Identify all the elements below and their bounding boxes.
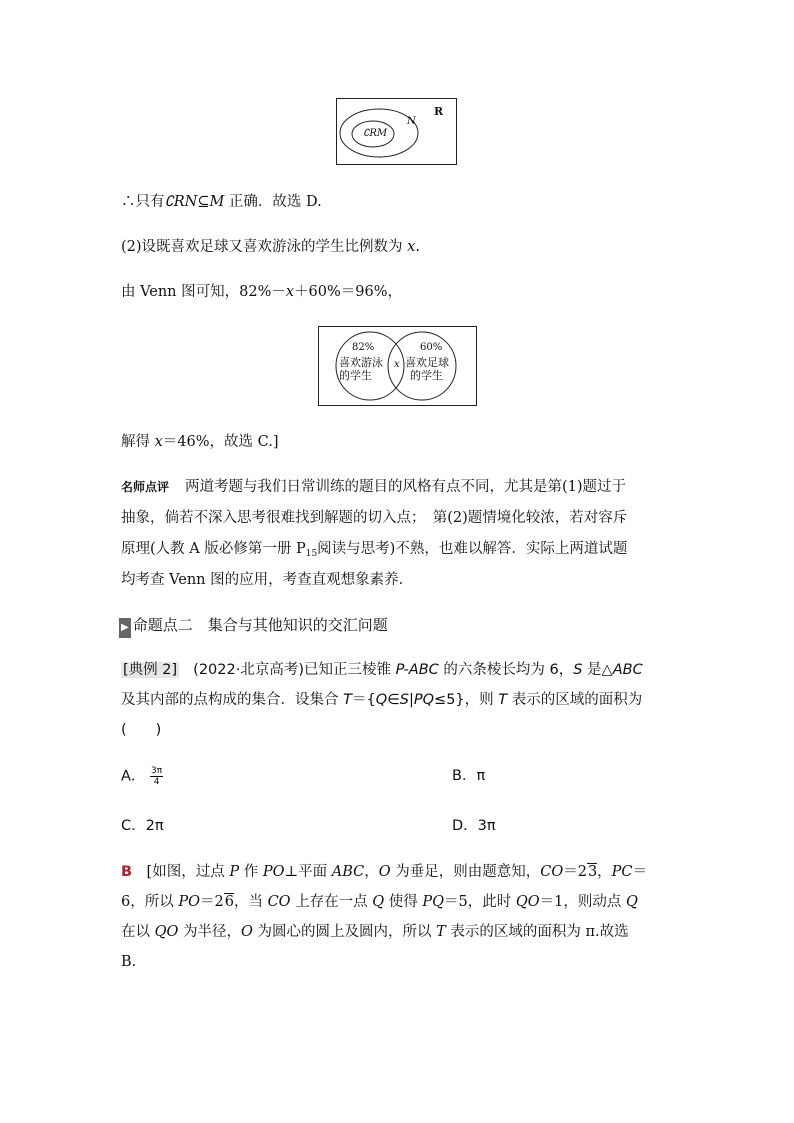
ans-3b: QO xyxy=(154,924,179,940)
ans-1m: ， xyxy=(597,864,612,880)
ans-2a: 6，所以 xyxy=(121,894,179,910)
ans-1o: ＝ xyxy=(632,864,648,880)
venn1-label-r: R xyxy=(434,105,444,118)
example-source: (2022·北京高考)已知正三棱锥 xyxy=(193,662,396,678)
ans-1h: O xyxy=(378,864,391,880)
swimming-percent: 82% xyxy=(352,342,375,353)
ans-1f: ABC xyxy=(331,864,365,880)
example-l2k: 表示的区域的面积为 xyxy=(507,692,643,708)
ans-1c: 作 xyxy=(239,864,263,880)
option-c xyxy=(121,816,164,836)
swimming-label-1: 喜欢游泳 xyxy=(339,356,383,369)
comment-line-2 xyxy=(121,508,627,528)
example-l2e: ∈ xyxy=(387,692,400,708)
conclusion-expression: ∁RN⊆M xyxy=(164,194,225,210)
example-l2g: | xyxy=(408,692,414,708)
example-l2b: T xyxy=(343,692,352,708)
section-title: 命题点二 集合与其他知识的交汇问题 xyxy=(132,616,388,634)
comment-text-1: 两道考题与我们日常训练的题目的风格有点不同，尤其是第(1)题过于 xyxy=(185,479,627,495)
ans-3c: 为半径， xyxy=(178,924,241,940)
solution-line xyxy=(121,432,278,452)
ans-2c: ＝2 xyxy=(200,894,224,910)
ans-1g: ， xyxy=(364,864,379,880)
example-triangle: 是△ xyxy=(582,662,613,678)
example-l2d: Q xyxy=(375,692,388,708)
option-b-value: π xyxy=(476,768,486,784)
example-abc: ABC xyxy=(612,662,643,678)
ans-1a: [如图，过点 xyxy=(132,864,230,880)
comment-text-2: 抽象，倘若不深入思考很难找到解题的切入点； 第(2)题情境化较浓，若对容斥 xyxy=(121,510,628,526)
overlap-label: x xyxy=(394,359,400,370)
option-d xyxy=(452,816,496,836)
venn-diagram-1 xyxy=(336,98,457,165)
ans-1d: PO xyxy=(262,864,285,880)
example-l2i: ≤5}，则 xyxy=(434,692,499,708)
ans-1j: CO xyxy=(540,864,564,880)
comment-line-4 xyxy=(121,570,413,590)
comment-line-3 xyxy=(121,539,627,564)
example-edge: 的六条棱长均为 6， xyxy=(438,662,574,678)
equation-rest: ＋60%＝96%， xyxy=(294,284,403,300)
venn-equation-line xyxy=(121,282,402,302)
ans-1k: ＝2 xyxy=(563,864,587,880)
ans-2d-sqrt: 6 xyxy=(224,894,234,910)
option-a-fraction xyxy=(150,766,163,787)
answer-line-1 xyxy=(121,862,647,882)
comment-text-3b: 阅读与思考)不熟，也难以解答．实际上两道试题 xyxy=(317,541,628,557)
ans-3d: O xyxy=(241,924,253,940)
option-b xyxy=(452,766,485,786)
ans-2b: PO xyxy=(178,894,200,910)
option-a-label: A． xyxy=(121,768,146,785)
comment-subscript: 15 xyxy=(305,549,318,559)
ans-1l-sqrt: 3 xyxy=(587,864,598,880)
conclusion-line-1 xyxy=(121,192,322,212)
football-label-1: 喜欢足球 xyxy=(405,356,449,369)
option-c-label: C． xyxy=(121,818,146,834)
example-line-3 xyxy=(121,720,161,740)
example-line-2 xyxy=(121,690,642,710)
part2-text: (2)设既喜欢足球又喜欢游泳的学生比例数为 xyxy=(121,239,408,255)
ans-2l: QO xyxy=(515,894,540,910)
venn1-label-complement-m: ∁RM xyxy=(363,128,388,139)
example-tag: [典例 2] xyxy=(123,662,178,678)
ans-1e: ⊥平面 xyxy=(284,864,332,880)
venn1-label-n: N xyxy=(407,116,416,127)
part2-var: x xyxy=(407,239,416,255)
section-heading xyxy=(119,615,388,638)
part2-setup-line xyxy=(121,237,420,257)
example-l2h: PQ xyxy=(413,692,435,708)
example-set-s: S xyxy=(573,662,583,678)
ans-3a: 在以 xyxy=(121,924,155,940)
answer-blank: ( ) xyxy=(121,722,162,738)
section-marker-icon: ▶ xyxy=(119,618,131,638)
option-a-denominator: 4 xyxy=(153,777,160,787)
ans-2n: Q xyxy=(626,894,638,910)
ans-4: B. xyxy=(121,954,137,970)
venn-diagram-2 xyxy=(318,326,477,406)
solution-var: x xyxy=(154,434,163,450)
ans-2g: 上存在一点 xyxy=(290,894,373,910)
equation-text: 由 Venn 图可知，82%－ xyxy=(121,284,286,300)
ans-2j: PQ xyxy=(422,894,445,910)
comment-line-1 xyxy=(121,477,626,497)
answer-line-4 xyxy=(121,952,136,972)
ans-2e: ，当 xyxy=(233,894,268,910)
example-l2a: 及其内部的点构成的集合．设集合 xyxy=(121,692,344,708)
ans-1i: 为垂足，则由题意知， xyxy=(390,864,541,880)
example-l2j: T xyxy=(498,692,508,708)
answer-letter: B xyxy=(121,864,133,880)
answer-line-2 xyxy=(121,892,638,912)
ans-3e: 为圆心的圆上及圆内，所以 xyxy=(252,924,437,940)
conclusion-prefix: ∴只有 xyxy=(121,194,165,210)
ans-3f: T xyxy=(436,924,446,940)
example-line-1 xyxy=(121,660,643,680)
option-a-numerator: 3π xyxy=(151,766,163,776)
example-l2c: ＝{ xyxy=(351,692,376,708)
example-pyramid: P-ABC xyxy=(395,662,439,678)
conclusion-suffix: 正确．故选 D. xyxy=(224,194,322,210)
ans-2k: ＝5，此时 xyxy=(444,894,516,910)
ans-3g: 表示的区域的面积为 π.故选 xyxy=(445,924,629,940)
ans-2i: 使得 xyxy=(384,894,423,910)
option-a xyxy=(121,766,163,787)
part2-end: . xyxy=(415,239,420,255)
solution-post: ＝46%，故选 C.] xyxy=(162,434,279,450)
football-percent: 60% xyxy=(420,342,443,353)
swimming-label-2: 的学生 xyxy=(339,369,372,382)
ans-2f: CO xyxy=(267,894,291,910)
answer-line-3 xyxy=(121,922,629,942)
solution-pre: 解得 xyxy=(121,434,155,450)
example-l2f: S xyxy=(399,692,409,708)
option-c-value: 2π xyxy=(145,818,164,834)
football-label-2: 的学生 xyxy=(410,369,443,382)
ans-1b: P xyxy=(229,864,240,880)
option-b-label: B． xyxy=(452,768,477,784)
comment-label: 名师点评 xyxy=(121,480,170,494)
ans-1n: PC xyxy=(611,864,633,880)
comment-text-4: 均考查 Venn 图的应用，考查直观想象素养． xyxy=(121,572,414,588)
equation-var: x xyxy=(285,284,295,300)
option-d-value: 3π xyxy=(477,818,496,834)
ans-2m: ＝1，则动点 xyxy=(539,894,627,910)
ans-2h: Q xyxy=(372,894,385,910)
comment-text-3a: 原理(人教 A 版必修第一册 P xyxy=(121,541,306,557)
option-d-label: D． xyxy=(452,818,478,834)
